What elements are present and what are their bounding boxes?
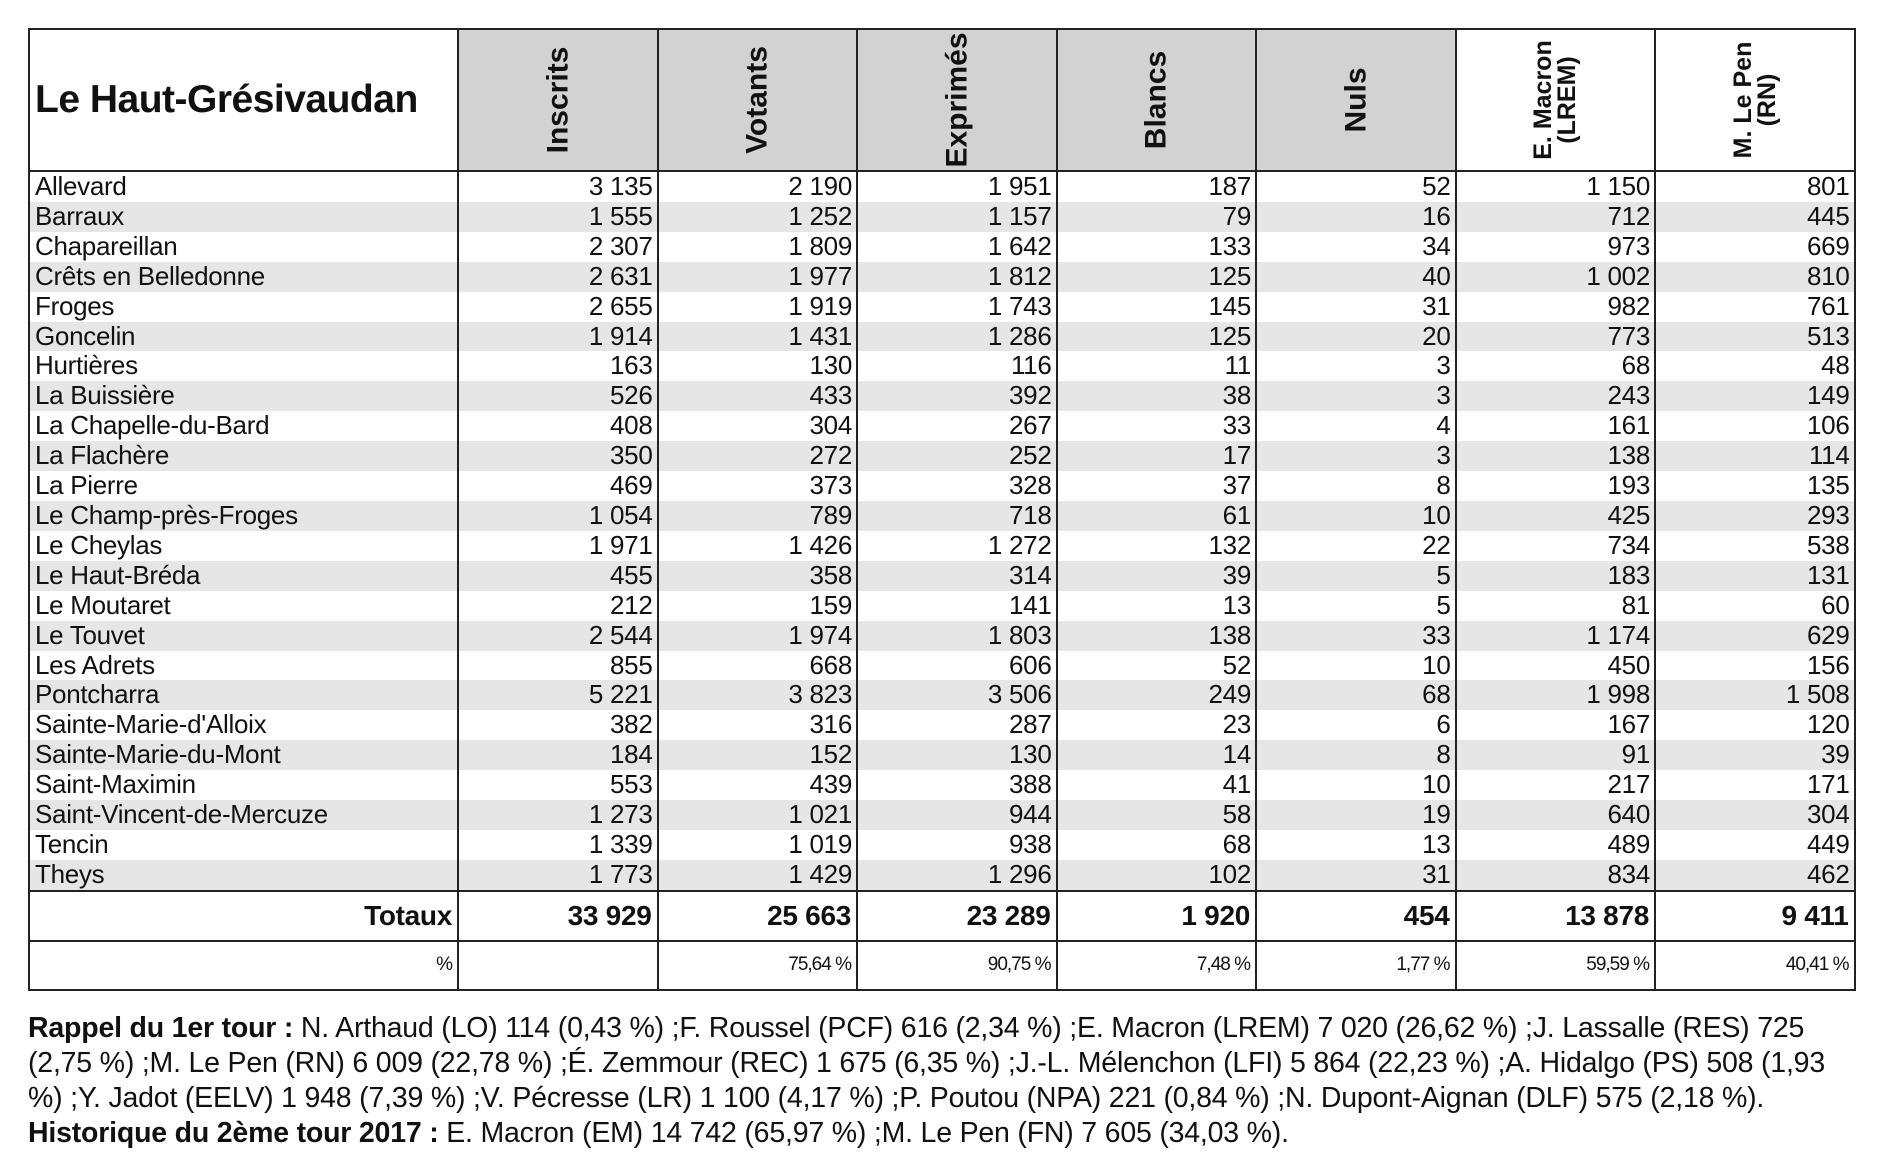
header-blancs: Blancs bbox=[1057, 29, 1257, 171]
table-cell: 14 bbox=[1057, 740, 1257, 770]
table-cell: 8 bbox=[1256, 471, 1456, 501]
table-cell: 718 bbox=[857, 501, 1057, 531]
table-cell: 141 bbox=[857, 591, 1057, 621]
table-cell: 116 bbox=[857, 351, 1057, 381]
commune-name: Hurtières bbox=[29, 351, 458, 381]
table-cell: 801 bbox=[1655, 171, 1855, 202]
commune-name: La Chapelle-du-Bard bbox=[29, 411, 458, 441]
table-cell: 33 bbox=[1256, 621, 1456, 651]
table-cell: 944 bbox=[857, 800, 1057, 830]
table-cell: 145 bbox=[1057, 292, 1257, 322]
percent-cell: 7,48 % bbox=[1057, 941, 1257, 990]
commune-name: Crêts en Belledonne bbox=[29, 262, 458, 292]
table-cell: 13 bbox=[1256, 830, 1456, 860]
table-cell: 68 bbox=[1057, 830, 1257, 860]
table-cell: 1 998 bbox=[1456, 680, 1656, 710]
table-row bbox=[29, 441, 1855, 471]
table-cell: 125 bbox=[1057, 322, 1257, 352]
table-cell: 125 bbox=[1057, 262, 1257, 292]
table-cell: 629 bbox=[1655, 621, 1855, 651]
first-round-label: Rappel du 1er tour : bbox=[28, 1012, 301, 1044]
results-table bbox=[28, 28, 1856, 991]
commune-name: Saint-Maximin bbox=[29, 770, 458, 800]
table-row bbox=[29, 322, 1855, 352]
table-cell: 212 bbox=[458, 591, 658, 621]
table-row bbox=[29, 740, 1855, 770]
commune-name: La Buissière bbox=[29, 381, 458, 411]
commune-name: Le Moutaret bbox=[29, 591, 458, 621]
table-cell: 167 bbox=[1456, 710, 1656, 740]
table-cell: 1 914 bbox=[458, 322, 658, 352]
totals-label: Totaux bbox=[29, 891, 458, 941]
header-inscrits: Inscrits bbox=[458, 29, 658, 171]
table-cell: 81 bbox=[1456, 591, 1656, 621]
table-cell: 449 bbox=[1655, 830, 1855, 860]
table-cell: 58 bbox=[1057, 800, 1257, 830]
table-cell: 408 bbox=[458, 411, 658, 441]
table-row bbox=[29, 171, 1855, 202]
commune-name: Theys bbox=[29, 860, 458, 891]
table-cell: 1 150 bbox=[1456, 171, 1656, 202]
table-cell: 17 bbox=[1057, 441, 1257, 471]
table-cell: 1 951 bbox=[857, 171, 1057, 202]
commune-name: La Flachère bbox=[29, 441, 458, 471]
table-cell: 6 bbox=[1256, 710, 1456, 740]
table-cell: 31 bbox=[1256, 860, 1456, 891]
table-cell: 130 bbox=[658, 351, 858, 381]
table-cell: 538 bbox=[1655, 531, 1855, 561]
table-cell: 1 743 bbox=[857, 292, 1057, 322]
header-macron bbox=[1456, 29, 1656, 171]
table-cell: 1 426 bbox=[658, 531, 858, 561]
table-cell: 1 803 bbox=[857, 621, 1057, 651]
percent-cell: 40,41 % bbox=[1655, 941, 1855, 990]
table-cell: 553 bbox=[458, 770, 658, 800]
table-cell: 135 bbox=[1655, 471, 1855, 501]
table-row bbox=[29, 262, 1855, 292]
table-cell: 734 bbox=[1456, 531, 1656, 561]
table-cell: 1 508 bbox=[1655, 680, 1855, 710]
table-cell: 1 773 bbox=[458, 860, 658, 891]
table-cell: 2 631 bbox=[458, 262, 658, 292]
table-cell: 39 bbox=[1655, 740, 1855, 770]
percent-cell: 1,77 % bbox=[1256, 941, 1456, 990]
header-votants: Votants bbox=[658, 29, 858, 171]
table-row bbox=[29, 710, 1855, 740]
table-cell: 314 bbox=[857, 561, 1057, 591]
commune-name: Sainte-Marie-du-Mont bbox=[29, 740, 458, 770]
table-cell: 489 bbox=[1456, 830, 1656, 860]
first-round-text: N. Arthaud (LO) 114 (0,43 %) ;F. Roussel (PCF) 616 (2,34 %) ;E. Macron (LREM) 7 020 (26,62 %) ;J. Lassalle (RES) 725 (2,75 %) ;M. Le Pen (RN) 6 009 (22,78 %) ;É. Zemmour (REC) 1 675 (6,35 %) ;J.-L. Mélenchon (LFI) 5 864 (22,23 %) ;A. Hidalgo (PS) 508 (1,93 %) ;Y. Jadot (EELV) 1 948 (7,39 %) ;V. Pécresse (LR) 1 100 (4,17 %) ;P. Poutou (NPA) 221 (0,84 %) ;N. Dupont-Aignan (DLF) 575 (2,18 %). bbox=[28, 1012, 1825, 1114]
table-cell: 1 642 bbox=[857, 232, 1057, 262]
table-cell: 38 bbox=[1057, 381, 1257, 411]
table-cell: 91 bbox=[1456, 740, 1656, 770]
table-cell: 159 bbox=[658, 591, 858, 621]
table-cell: 61 bbox=[1057, 501, 1257, 531]
table-cell: 37 bbox=[1057, 471, 1257, 501]
table-row bbox=[29, 621, 1855, 651]
table-cell: 1 971 bbox=[458, 531, 658, 561]
table-cell: 252 bbox=[857, 441, 1057, 471]
table-row bbox=[29, 471, 1855, 501]
percent-cell bbox=[458, 941, 658, 990]
header-macron-name: E. Macron bbox=[1529, 40, 1558, 160]
percent-cell: 90,75 % bbox=[857, 941, 1057, 990]
table-cell: 4 bbox=[1256, 411, 1456, 441]
table-cell: 1 157 bbox=[857, 202, 1057, 232]
table-cell: 120 bbox=[1655, 710, 1855, 740]
commune-name: Sainte-Marie-d'Alloix bbox=[29, 710, 458, 740]
table-row bbox=[29, 202, 1855, 232]
table-cell: 513 bbox=[1655, 322, 1855, 352]
table-cell: 1 339 bbox=[458, 830, 658, 860]
table-cell: 1 919 bbox=[658, 292, 858, 322]
table-cell: 3 bbox=[1256, 351, 1456, 381]
header-lepen bbox=[1655, 29, 1855, 171]
table-cell: 131 bbox=[1655, 561, 1855, 591]
table-cell: 1 021 bbox=[658, 800, 858, 830]
table-cell: 10 bbox=[1256, 651, 1456, 681]
table-cell: 1 296 bbox=[857, 860, 1057, 891]
table-row bbox=[29, 232, 1855, 262]
history-text: E. Macron (EM) 14 742 (65,97 %) ;M. Le Pen (FN) 7 605 (34,03 %). bbox=[446, 1117, 1289, 1149]
commune-name: La Pierre bbox=[29, 471, 458, 501]
table-cell: 2 190 bbox=[658, 171, 858, 202]
table-cell: 328 bbox=[857, 471, 1057, 501]
table-cell: 425 bbox=[1456, 501, 1656, 531]
table-cell: 31 bbox=[1256, 292, 1456, 322]
table-cell: 2 544 bbox=[458, 621, 658, 651]
commune-name: Les Adrets bbox=[29, 651, 458, 681]
table-cell: 1 974 bbox=[658, 621, 858, 651]
commune-name: Le Cheylas bbox=[29, 531, 458, 561]
table-cell: 433 bbox=[658, 381, 858, 411]
table-row bbox=[29, 800, 1855, 830]
table-cell: 469 bbox=[458, 471, 658, 501]
table-cell: 267 bbox=[857, 411, 1057, 441]
table-cell: 161 bbox=[1456, 411, 1656, 441]
table-cell: 1 273 bbox=[458, 800, 658, 830]
commune-name: Froges bbox=[29, 292, 458, 322]
table-cell: 193 bbox=[1456, 471, 1656, 501]
table-cell: 132 bbox=[1057, 531, 1257, 561]
table-cell: 606 bbox=[857, 651, 1057, 681]
table-row bbox=[29, 860, 1855, 891]
table-cell: 1 555 bbox=[458, 202, 658, 232]
table-cell: 373 bbox=[658, 471, 858, 501]
table-cell: 293 bbox=[1655, 501, 1855, 531]
table-cell: 163 bbox=[458, 351, 658, 381]
table-body bbox=[29, 171, 1855, 891]
total-cell: 25 663 bbox=[658, 891, 858, 941]
table-cell: 3 bbox=[1256, 441, 1456, 471]
table-cell: 358 bbox=[658, 561, 858, 591]
first-round-recap bbox=[28, 1011, 1858, 1116]
table-cell: 41 bbox=[1057, 770, 1257, 800]
table-cell: 773 bbox=[1456, 322, 1656, 352]
percent-label: % bbox=[29, 941, 458, 990]
table-cell: 973 bbox=[1456, 232, 1656, 262]
table-cell: 33 bbox=[1057, 411, 1257, 441]
table-cell: 16 bbox=[1256, 202, 1456, 232]
table-row bbox=[29, 830, 1855, 860]
table-cell: 3 bbox=[1256, 381, 1456, 411]
table-cell: 184 bbox=[458, 740, 658, 770]
table-cell: 1 002 bbox=[1456, 262, 1656, 292]
table-cell: 40 bbox=[1256, 262, 1456, 292]
history-2017 bbox=[28, 1116, 1858, 1151]
notes-section bbox=[28, 1011, 1858, 1151]
table-cell: 130 bbox=[857, 740, 1057, 770]
table-cell: 1 809 bbox=[658, 232, 858, 262]
table-cell: 640 bbox=[1456, 800, 1656, 830]
table-cell: 392 bbox=[857, 381, 1057, 411]
table-row bbox=[29, 651, 1855, 681]
table-cell: 982 bbox=[1456, 292, 1656, 322]
commune-name: Le Haut-Bréda bbox=[29, 561, 458, 591]
table-cell: 5 bbox=[1256, 591, 1456, 621]
total-cell: 13 878 bbox=[1456, 891, 1656, 941]
table-cell: 526 bbox=[458, 381, 658, 411]
table-cell: 243 bbox=[1456, 381, 1656, 411]
table-cell: 106 bbox=[1655, 411, 1855, 441]
commune-name: Pontcharra bbox=[29, 680, 458, 710]
total-cell: 23 289 bbox=[857, 891, 1057, 941]
table-cell: 2 655 bbox=[458, 292, 658, 322]
table-cell: 68 bbox=[1256, 680, 1456, 710]
table-cell: 668 bbox=[658, 651, 858, 681]
commune-name: Tencin bbox=[29, 830, 458, 860]
table-cell: 855 bbox=[458, 651, 658, 681]
table-cell: 156 bbox=[1655, 651, 1855, 681]
table-cell: 1 429 bbox=[658, 860, 858, 891]
table-cell: 1 174 bbox=[1456, 621, 1656, 651]
table-cell: 10 bbox=[1256, 770, 1456, 800]
table-cell: 1 019 bbox=[658, 830, 858, 860]
table-cell: 79 bbox=[1057, 202, 1257, 232]
commune-name: Goncelin bbox=[29, 322, 458, 352]
table-title: Le Haut-Grésivaudan bbox=[29, 29, 458, 171]
table-cell: 60 bbox=[1655, 591, 1855, 621]
commune-name: Barraux bbox=[29, 202, 458, 232]
header-lepen-party: (RN) bbox=[1752, 73, 1781, 127]
table-cell: 20 bbox=[1256, 322, 1456, 352]
table-cell: 19 bbox=[1256, 800, 1456, 830]
table-cell: 1 272 bbox=[857, 531, 1057, 561]
table-cell: 34 bbox=[1256, 232, 1456, 262]
commune-name: Chapareillan bbox=[29, 232, 458, 262]
table-cell: 834 bbox=[1456, 860, 1656, 891]
table-row bbox=[29, 531, 1855, 561]
table-row bbox=[29, 680, 1855, 710]
commune-name: Le Touvet bbox=[29, 621, 458, 651]
table-cell: 810 bbox=[1655, 262, 1855, 292]
header-nuls: Nuls bbox=[1256, 29, 1456, 171]
table-cell: 171 bbox=[1655, 770, 1855, 800]
table-cell: 761 bbox=[1655, 292, 1855, 322]
table-cell: 102 bbox=[1057, 860, 1257, 891]
table-cell: 789 bbox=[658, 501, 858, 531]
table-cell: 712 bbox=[1456, 202, 1656, 232]
percent-cell: 75,64 % bbox=[658, 941, 858, 990]
table-cell: 23 bbox=[1057, 710, 1257, 740]
totals-row bbox=[29, 891, 1855, 941]
table-cell: 462 bbox=[1655, 860, 1855, 891]
table-row bbox=[29, 292, 1855, 322]
commune-name: Allevard bbox=[29, 171, 458, 202]
table-cell: 455 bbox=[458, 561, 658, 591]
table-cell: 1 252 bbox=[658, 202, 858, 232]
table-cell: 138 bbox=[1456, 441, 1656, 471]
table-cell: 249 bbox=[1057, 680, 1257, 710]
total-cell: 454 bbox=[1256, 891, 1456, 941]
table-row bbox=[29, 411, 1855, 441]
table-cell: 350 bbox=[458, 441, 658, 471]
table-row bbox=[29, 351, 1855, 381]
table-cell: 445 bbox=[1655, 202, 1855, 232]
header-macron-party: (LREM) bbox=[1553, 56, 1582, 144]
table-cell: 133 bbox=[1057, 232, 1257, 262]
table-cell: 3 135 bbox=[458, 171, 658, 202]
table-cell: 1 812 bbox=[857, 262, 1057, 292]
table-row bbox=[29, 381, 1855, 411]
table-cell: 450 bbox=[1456, 651, 1656, 681]
table-cell: 10 bbox=[1256, 501, 1456, 531]
table-cell: 8 bbox=[1256, 740, 1456, 770]
table-cell: 1 054 bbox=[458, 501, 658, 531]
table-cell: 5 221 bbox=[458, 680, 658, 710]
table-cell: 187 bbox=[1057, 171, 1257, 202]
table-cell: 439 bbox=[658, 770, 858, 800]
percent-cell: 59,59 % bbox=[1456, 941, 1656, 990]
table-cell: 5 bbox=[1256, 561, 1456, 591]
table-cell: 2 307 bbox=[458, 232, 658, 262]
percent-row bbox=[29, 941, 1855, 990]
table-cell: 304 bbox=[658, 411, 858, 441]
header-exprimes: Exprimés bbox=[857, 29, 1057, 171]
table-cell: 938 bbox=[857, 830, 1057, 860]
table-cell: 382 bbox=[458, 710, 658, 740]
table-cell: 138 bbox=[1057, 621, 1257, 651]
table-cell: 669 bbox=[1655, 232, 1855, 262]
table-cell: 217 bbox=[1456, 770, 1656, 800]
table-cell: 114 bbox=[1655, 441, 1855, 471]
table-row bbox=[29, 770, 1855, 800]
table-cell: 388 bbox=[857, 770, 1057, 800]
table-cell: 11 bbox=[1057, 351, 1257, 381]
table-cell: 152 bbox=[658, 740, 858, 770]
total-cell: 9 411 bbox=[1655, 891, 1855, 941]
table-cell: 1 977 bbox=[658, 262, 858, 292]
table-cell: 22 bbox=[1256, 531, 1456, 561]
table-cell: 68 bbox=[1456, 351, 1656, 381]
table-cell: 3 506 bbox=[857, 680, 1057, 710]
table-row bbox=[29, 591, 1855, 621]
table-cell: 52 bbox=[1256, 171, 1456, 202]
table-cell: 1 286 bbox=[857, 322, 1057, 352]
table-cell: 52 bbox=[1057, 651, 1257, 681]
table-cell: 149 bbox=[1655, 381, 1855, 411]
table-cell: 272 bbox=[658, 441, 858, 471]
table-cell: 3 823 bbox=[658, 680, 858, 710]
table-cell: 39 bbox=[1057, 561, 1257, 591]
table-row bbox=[29, 501, 1855, 531]
table-cell: 13 bbox=[1057, 591, 1257, 621]
table-row bbox=[29, 561, 1855, 591]
total-cell: 33 929 bbox=[458, 891, 658, 941]
commune-name: Le Champ-près-Froges bbox=[29, 501, 458, 531]
table-cell: 48 bbox=[1655, 351, 1855, 381]
history-label: Historique du 2ème tour 2017 : bbox=[28, 1117, 447, 1149]
header-lepen-name: M. Le Pen bbox=[1728, 41, 1757, 159]
table-cell: 287 bbox=[857, 710, 1057, 740]
total-cell: 1 920 bbox=[1057, 891, 1257, 941]
results-table-container bbox=[28, 28, 1854, 991]
table-cell: 1 431 bbox=[658, 322, 858, 352]
table-cell: 316 bbox=[658, 710, 858, 740]
table-cell: 304 bbox=[1655, 800, 1855, 830]
commune-name: Saint-Vincent-de-Mercuze bbox=[29, 800, 458, 830]
table-cell: 183 bbox=[1456, 561, 1656, 591]
header-row bbox=[29, 29, 1855, 171]
